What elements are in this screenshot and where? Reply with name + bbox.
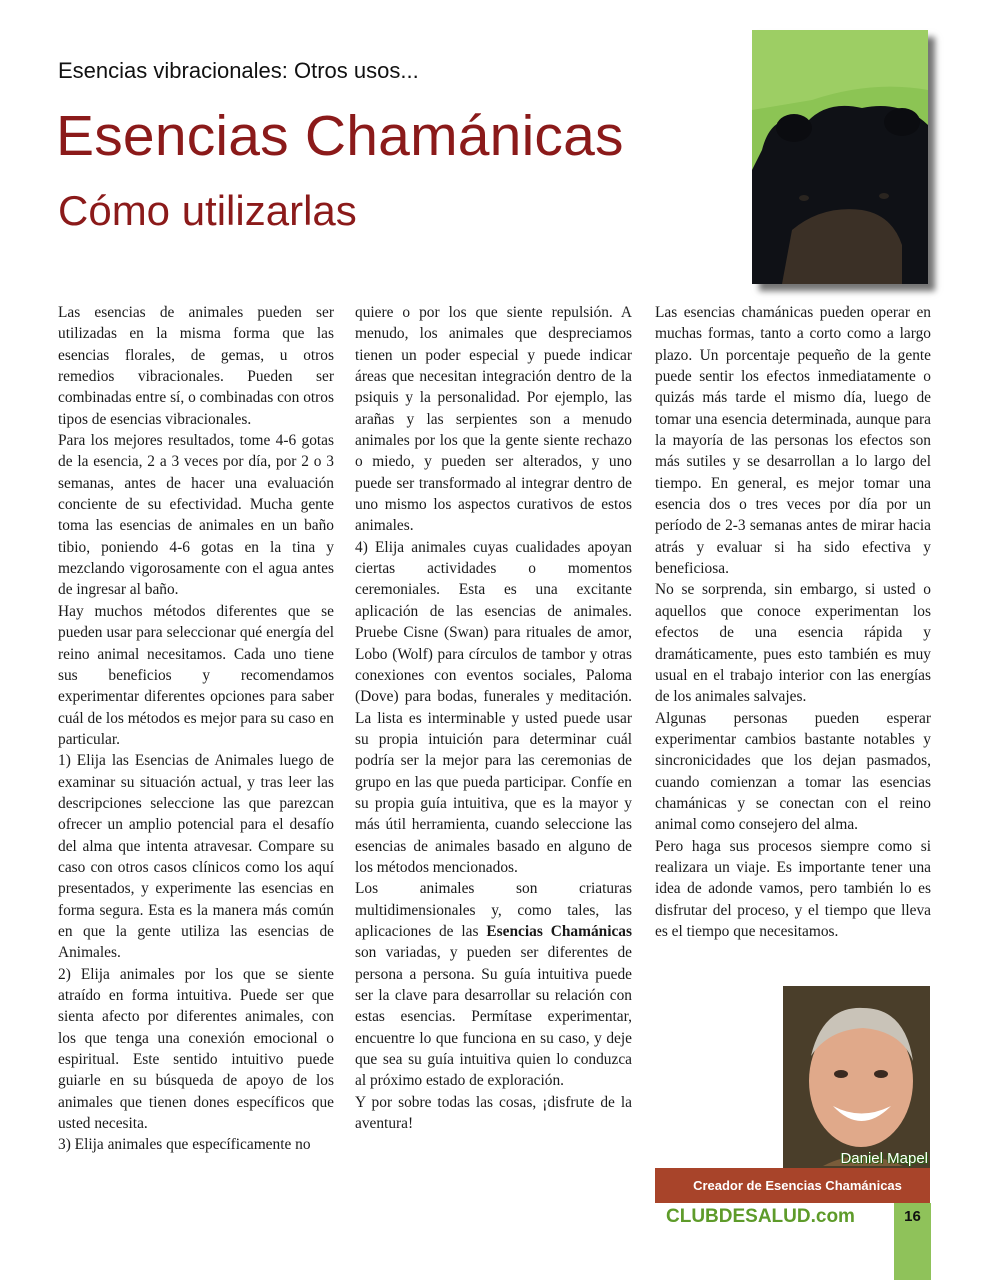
paragraph: Pero haga sus procesos siempre como si realizara un viaje. Es importante tener una idea de adonde vamos, pero también lo es disfrutar del proceso, y el tiempo que lleva es el tiempo que necesitamos. [655,837,931,940]
paragraph: 4) Elija animales cuyas cualidades apoyan ciertas actividades o momentos ceremoniales. Esta es una excitante aplicación de las esencias de animales. Pruebe Cisne (Swan) para rituales de amor, Lobo (Wolf) para círculos de tambor y otras conexiones con eventos sociales, Paloma (Dove) para bodas, funerales y meditación. La lista es interminable y usted puede usar su propia intuición para determinar cuál podría ser la mejor para las ceremonias de grupo en las que pueda participar. Confíe en su propia guía intuitiva, que es la mayor y más útil herramienta, cuando seleccione las esencias de animales basado en alguno de los métodos mencionados. [355,538,632,876]
section-kicker: Esencias vibracionales: Otros usos... [58,58,419,83]
bear-photo [752,30,928,284]
paragraph [355,878,632,1091]
article-subtitle: Cómo utilizarlas [58,187,357,234]
text-run: son variadas, y pueden ser diferentes de persona a persona. Su guía intuitiva puede ser la clave para desarrollar su relación con estas esencias. Permítase experimentar, encuentre lo que funciona en su caso, y deje que sea su guía intuitiva quien lo conduzca al próximo estado de exploración. [355,944,632,1090]
paragraph: Y por sobre todas las cosas, ¡disfrute de la aventura! [355,1093,632,1133]
site-link[interactable]: CLUBDESALUD.com [666,1206,855,1227]
paragraph: Para los mejores resultados, tome 4-6 gotas de la esencia, 2 a 3 veces por día, por 2 o 3 semanas, antes de hacer una evaluación conciente de su efectividad. Mucha gente toma las esencias de animales en un baño tibio, poniendo 4-6 gotas en la tina y mezclando vigorosamente con el agua antes de ingresar al baño. [58,432,334,599]
text-column-1 [58,302,334,1156]
paragraph: Las esencias de animales pueden ser utilizadas en la misma forma que las esencias florales, de gemas, u otros remedios vibracionales. Pueden ser combinadas entre sí, o combinadas con otros tipos de esencias vibracionales. [58,304,334,428]
text-column-3 [655,302,931,942]
bold-term: Esencias Chamánicas [486,922,632,940]
paragraph: Hay muchos métodos diferentes que se pueden usar para seleccionar qué energía del reino animal necesitamos. Cada uno tiene sus beneficios y recomendamos experimentar diferentes opciones para saber cuál de los métodos es mejor para su caso en particular. [58,602,334,748]
paragraph: 1) Elija las Esencias de Animales luego de examinar su situación actual, y tras leer las descripciones seleccione las que parezcan ofrecer un amplio potencial para el desafío del alma que intenta atravesar. Compare su caso con otros casos clínicos como los aquí presentados, y experimente las esencias en forma segura. Esta es la manera más común en que la gente utiliza las esencias de Animales. [58,752,334,962]
text-run: Los animales son criaturas multidimensionales y, como tales, las aplicaciones de las [355,880,632,940]
paragraph: quiere o por los que siente repulsión. A menudo, los animales que despreciamos tienen un poder especial y puede indicar áreas que necesitan integración dentro de la psiquis y la personalidad. Por ejemplo, las arañas y las serpientes son a menudo animales por los que la gente siente rechazo o miedo, y pueden ser alterados, y uno puede ser transformado al integrar dentro de uno mismo los aspectos curativos de estos animales. [355,304,632,535]
paragraph: No se sorprenda, sin embargo, si usted o aquellos que conoce experimentan los efectos de una esencia rápida y dramáticamente, pues esto también es muy usual en el trabajo interior con las energías de los animales salvajes. [655,581,931,706]
paragraph: 2) Elija animales por los que se siente atraído en forma intuitiva. Puede ser que sienta afecto por diferentes animales, con los que tenga una conexión emocional o espiritual. Este sentido intuitivo puede guiarle en su búsqueda de apoyo de los animales que tienen dones específicos que usted necesita. [58,965,334,1133]
page-number: 16 [904,1208,921,1225]
text-column-2 [355,302,632,1134]
paragraph: Algunas personas pueden esperar experimentar cambios bastante notables y sincronicidades que los dejan pasmados, cuando comienzan a tomar las esencias chamánicas y se conectan con el reino animal como consejero del alma. [655,709,931,834]
author-photo [783,986,930,1169]
paragraph: 3) Elija animales que específicamente no [58,1136,311,1154]
author-name: Daniel Mapel [840,1150,928,1167]
author-role-banner: Creador de Esencias Chamánicas [655,1168,930,1203]
article-title: Esencias Chamánicas [56,104,624,168]
paragraph: Las esencias chamánicas pueden operar en muchas formas, tanto a corto como a largo plazo. Un porcentaje pequeño de la gente puede sentir los efectos inmediatamente o quizás más tarde el mismo día, luego de tomar una esencia determinada, aunque para la mayoría de las personas los efectos son más sutiles y se desarrollan a lo largo del tiempo. En general, es mejor tomar una esencia dos o tres veces por día por un período de 2-3 semanas antes de mirar hacia atrás y evaluar si ha sido efectiva y beneficiosa. [655,304,931,578]
